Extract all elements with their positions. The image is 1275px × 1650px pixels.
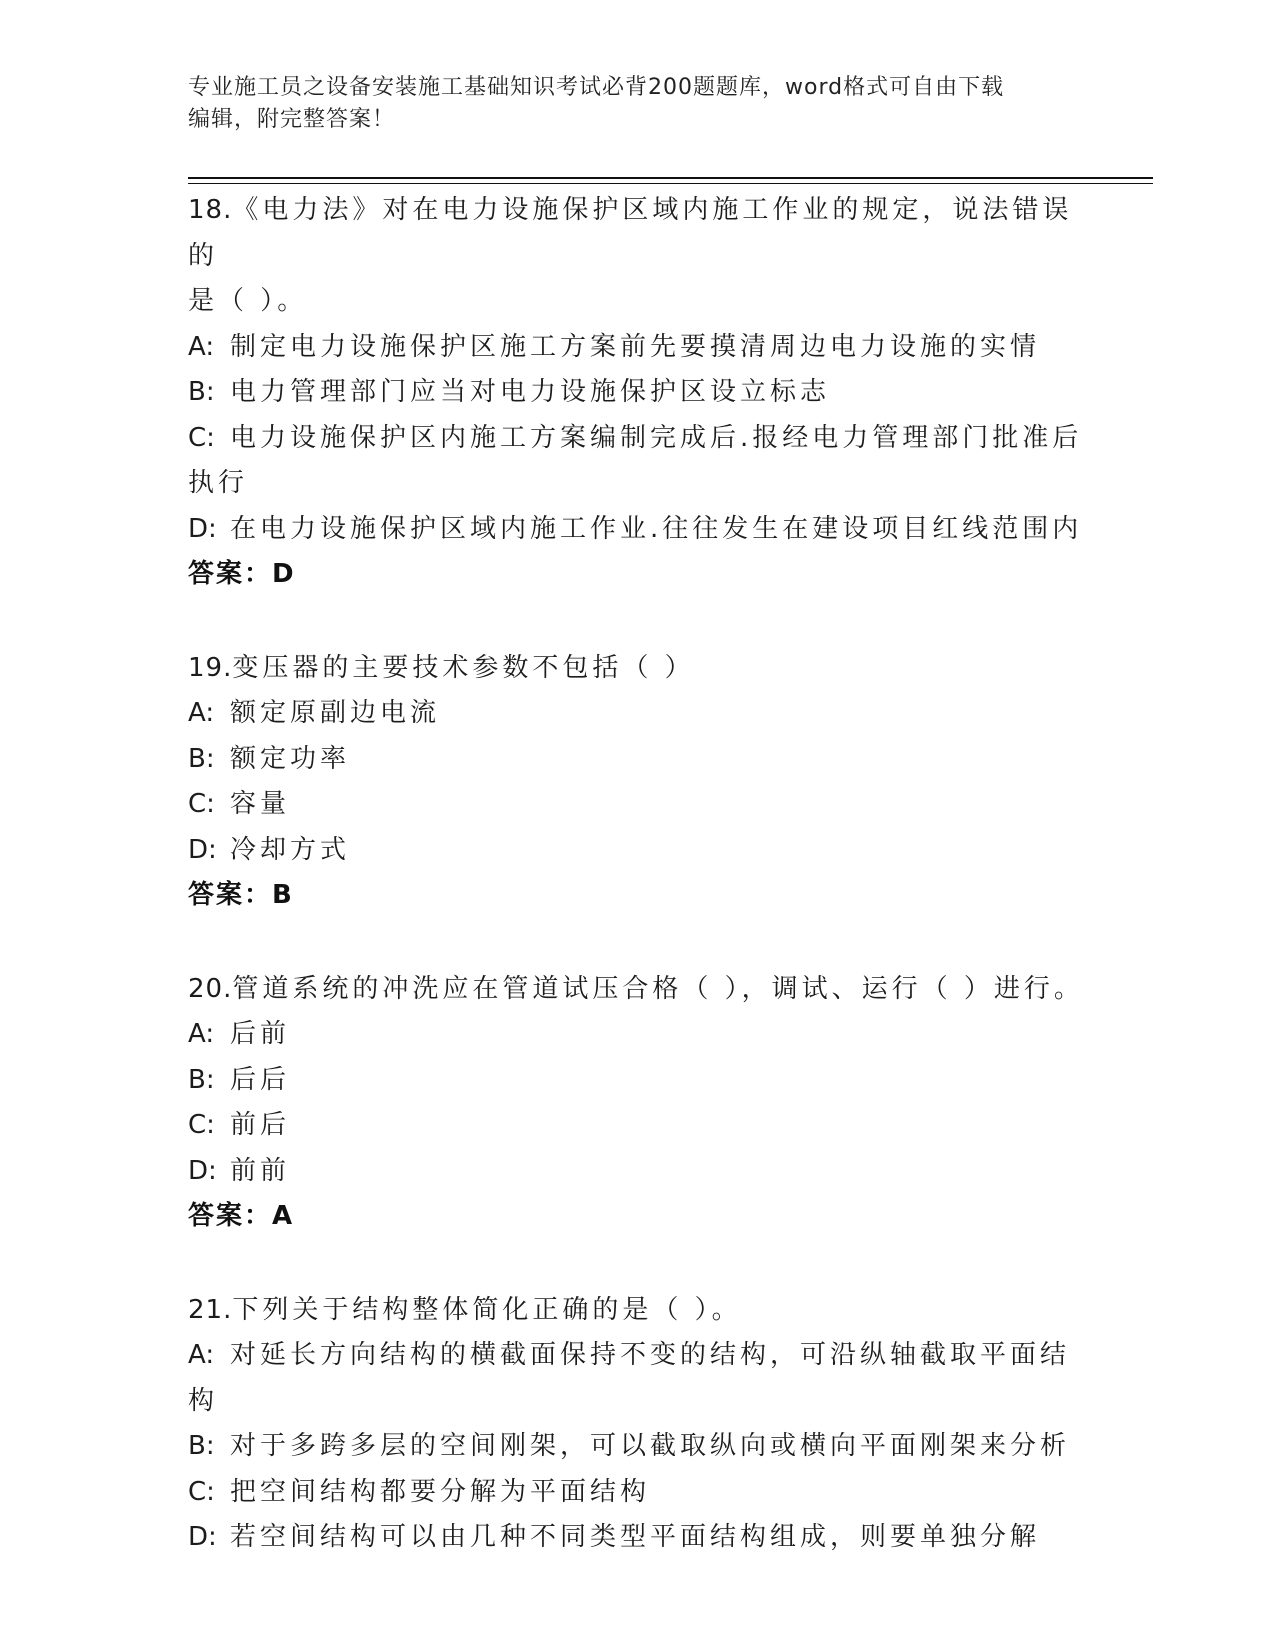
option-c: [188, 1103, 1088, 1149]
option-text: 后后: [230, 1064, 291, 1095]
option-text: 后前: [230, 1019, 291, 1049]
option-key: B:: [188, 377, 215, 407]
option-key: A:: [188, 331, 215, 362]
question-list: [188, 188, 1088, 1609]
header-line-2: 编辑，附完整答案！: [188, 107, 396, 132]
option-text: 前前: [230, 1155, 291, 1186]
option-a: [188, 1333, 1088, 1424]
option-text: 额定功率: [230, 743, 351, 774]
option-text: 冷却方式: [230, 834, 351, 865]
option-key: C:: [188, 789, 215, 819]
option-d: [188, 828, 1088, 874]
answer-value: A: [272, 1201, 293, 1231]
option-key: C:: [188, 1110, 215, 1140]
option-c-continued: [188, 461, 1088, 507]
option-text: 容量: [230, 789, 291, 819]
option-a: [188, 325, 1088, 371]
question-number: 20.: [188, 973, 233, 1004]
option-key: D:: [188, 834, 217, 865]
option-text: 电力管理部门应当对电力设施保护区设立标志: [230, 377, 831, 407]
answer-line: [188, 552, 1088, 598]
option-key: D:: [188, 1522, 217, 1552]
answer-value: D: [272, 559, 294, 589]
header-rule-thin: [188, 183, 1153, 184]
option-text: 额定原副边电流: [230, 698, 441, 728]
option-key: C:: [188, 422, 215, 453]
option-text: 若空间结构可以由几种不同类型平面结构组成，则要单独分解: [230, 1522, 1041, 1552]
answer-label: 答案：: [188, 880, 273, 910]
option-c: [188, 1470, 1088, 1516]
option-b: [188, 370, 1088, 416]
option-key: D:: [188, 513, 217, 544]
option-b: [188, 737, 1088, 783]
question-stem-line: [188, 967, 1088, 1013]
question-stem-line: [188, 646, 1088, 692]
option-c: [188, 416, 1088, 462]
option-key: A:: [188, 698, 215, 728]
question-text: 管道系统的冲洗应在管道试压合格（ ），调试、运行（ ）进行。: [232, 973, 1084, 1004]
question-number: 18.: [188, 195, 233, 225]
option-key: A:: [188, 1340, 215, 1370]
option-d: [188, 507, 1088, 553]
option-text: 执行: [188, 468, 249, 498]
option-b: [188, 1058, 1088, 1104]
question-stem-line: [188, 1288, 1088, 1334]
option-key: B:: [188, 1064, 215, 1095]
question-20: [188, 967, 1088, 1240]
option-c: [188, 782, 1088, 828]
option-text: 把空间结构都要分解为平面结构: [230, 1476, 651, 1507]
option-text: 对延长方向结构的横截面保持不变的结构，可沿纵轴截取平面结构: [188, 1340, 1071, 1416]
option-d: [188, 1515, 1088, 1561]
question-18: [188, 188, 1088, 598]
option-text: 在电力设施保护区域内施工作业.往往发生在建设项目红线范围内: [230, 513, 1083, 544]
question-19: [188, 646, 1088, 919]
answer-value: B: [272, 880, 292, 910]
question-stem-line: [188, 279, 1088, 325]
page-header: [188, 72, 1068, 136]
option-b: [188, 1424, 1088, 1470]
answer-label: 答案：: [188, 559, 273, 589]
question-number: 19.: [188, 652, 233, 683]
answer-label: 答案：: [188, 1201, 273, 1231]
option-a: [188, 691, 1088, 737]
answer-line: [188, 873, 1088, 919]
question-21: [188, 1288, 1088, 1561]
option-a: [188, 1012, 1088, 1058]
question-text: 是（ ）。: [188, 286, 308, 316]
option-d: [188, 1149, 1088, 1195]
option-key: A:: [188, 1019, 215, 1049]
question-text: 《电力法》对在电力设施保护区域内施工作业的规定，说法错误的: [188, 195, 1073, 271]
option-text: 制定电力设施保护区施工方案前先要摸清周边电力设施的实情: [230, 331, 1041, 362]
question-stem-line: [188, 188, 1088, 279]
answer-line: [188, 1194, 1088, 1240]
option-text: 电力设施保护区内施工方案编制完成后.报经电力管理部门批准后: [230, 422, 1083, 453]
option-key: D:: [188, 1155, 217, 1186]
header-line-1: 专业施工员之设备安装施工基础知识考试必背200题题库，word格式可自由下载: [188, 75, 1005, 100]
option-text: 对于多跨多层的空间刚架，可以截取纵向或横向平面刚架来分析: [230, 1431, 1071, 1461]
question-text: 下列关于结构整体简化正确的是（ ）。: [232, 1294, 742, 1325]
header-rule-thick: [188, 177, 1153, 179]
option-text: 前后: [230, 1110, 291, 1140]
question-number: 21.: [188, 1294, 233, 1325]
option-key: C:: [188, 1476, 215, 1507]
question-text: 变压器的主要技术参数不包括（ ）: [232, 652, 695, 683]
option-key: B:: [188, 743, 215, 774]
option-key: B:: [188, 1431, 215, 1461]
